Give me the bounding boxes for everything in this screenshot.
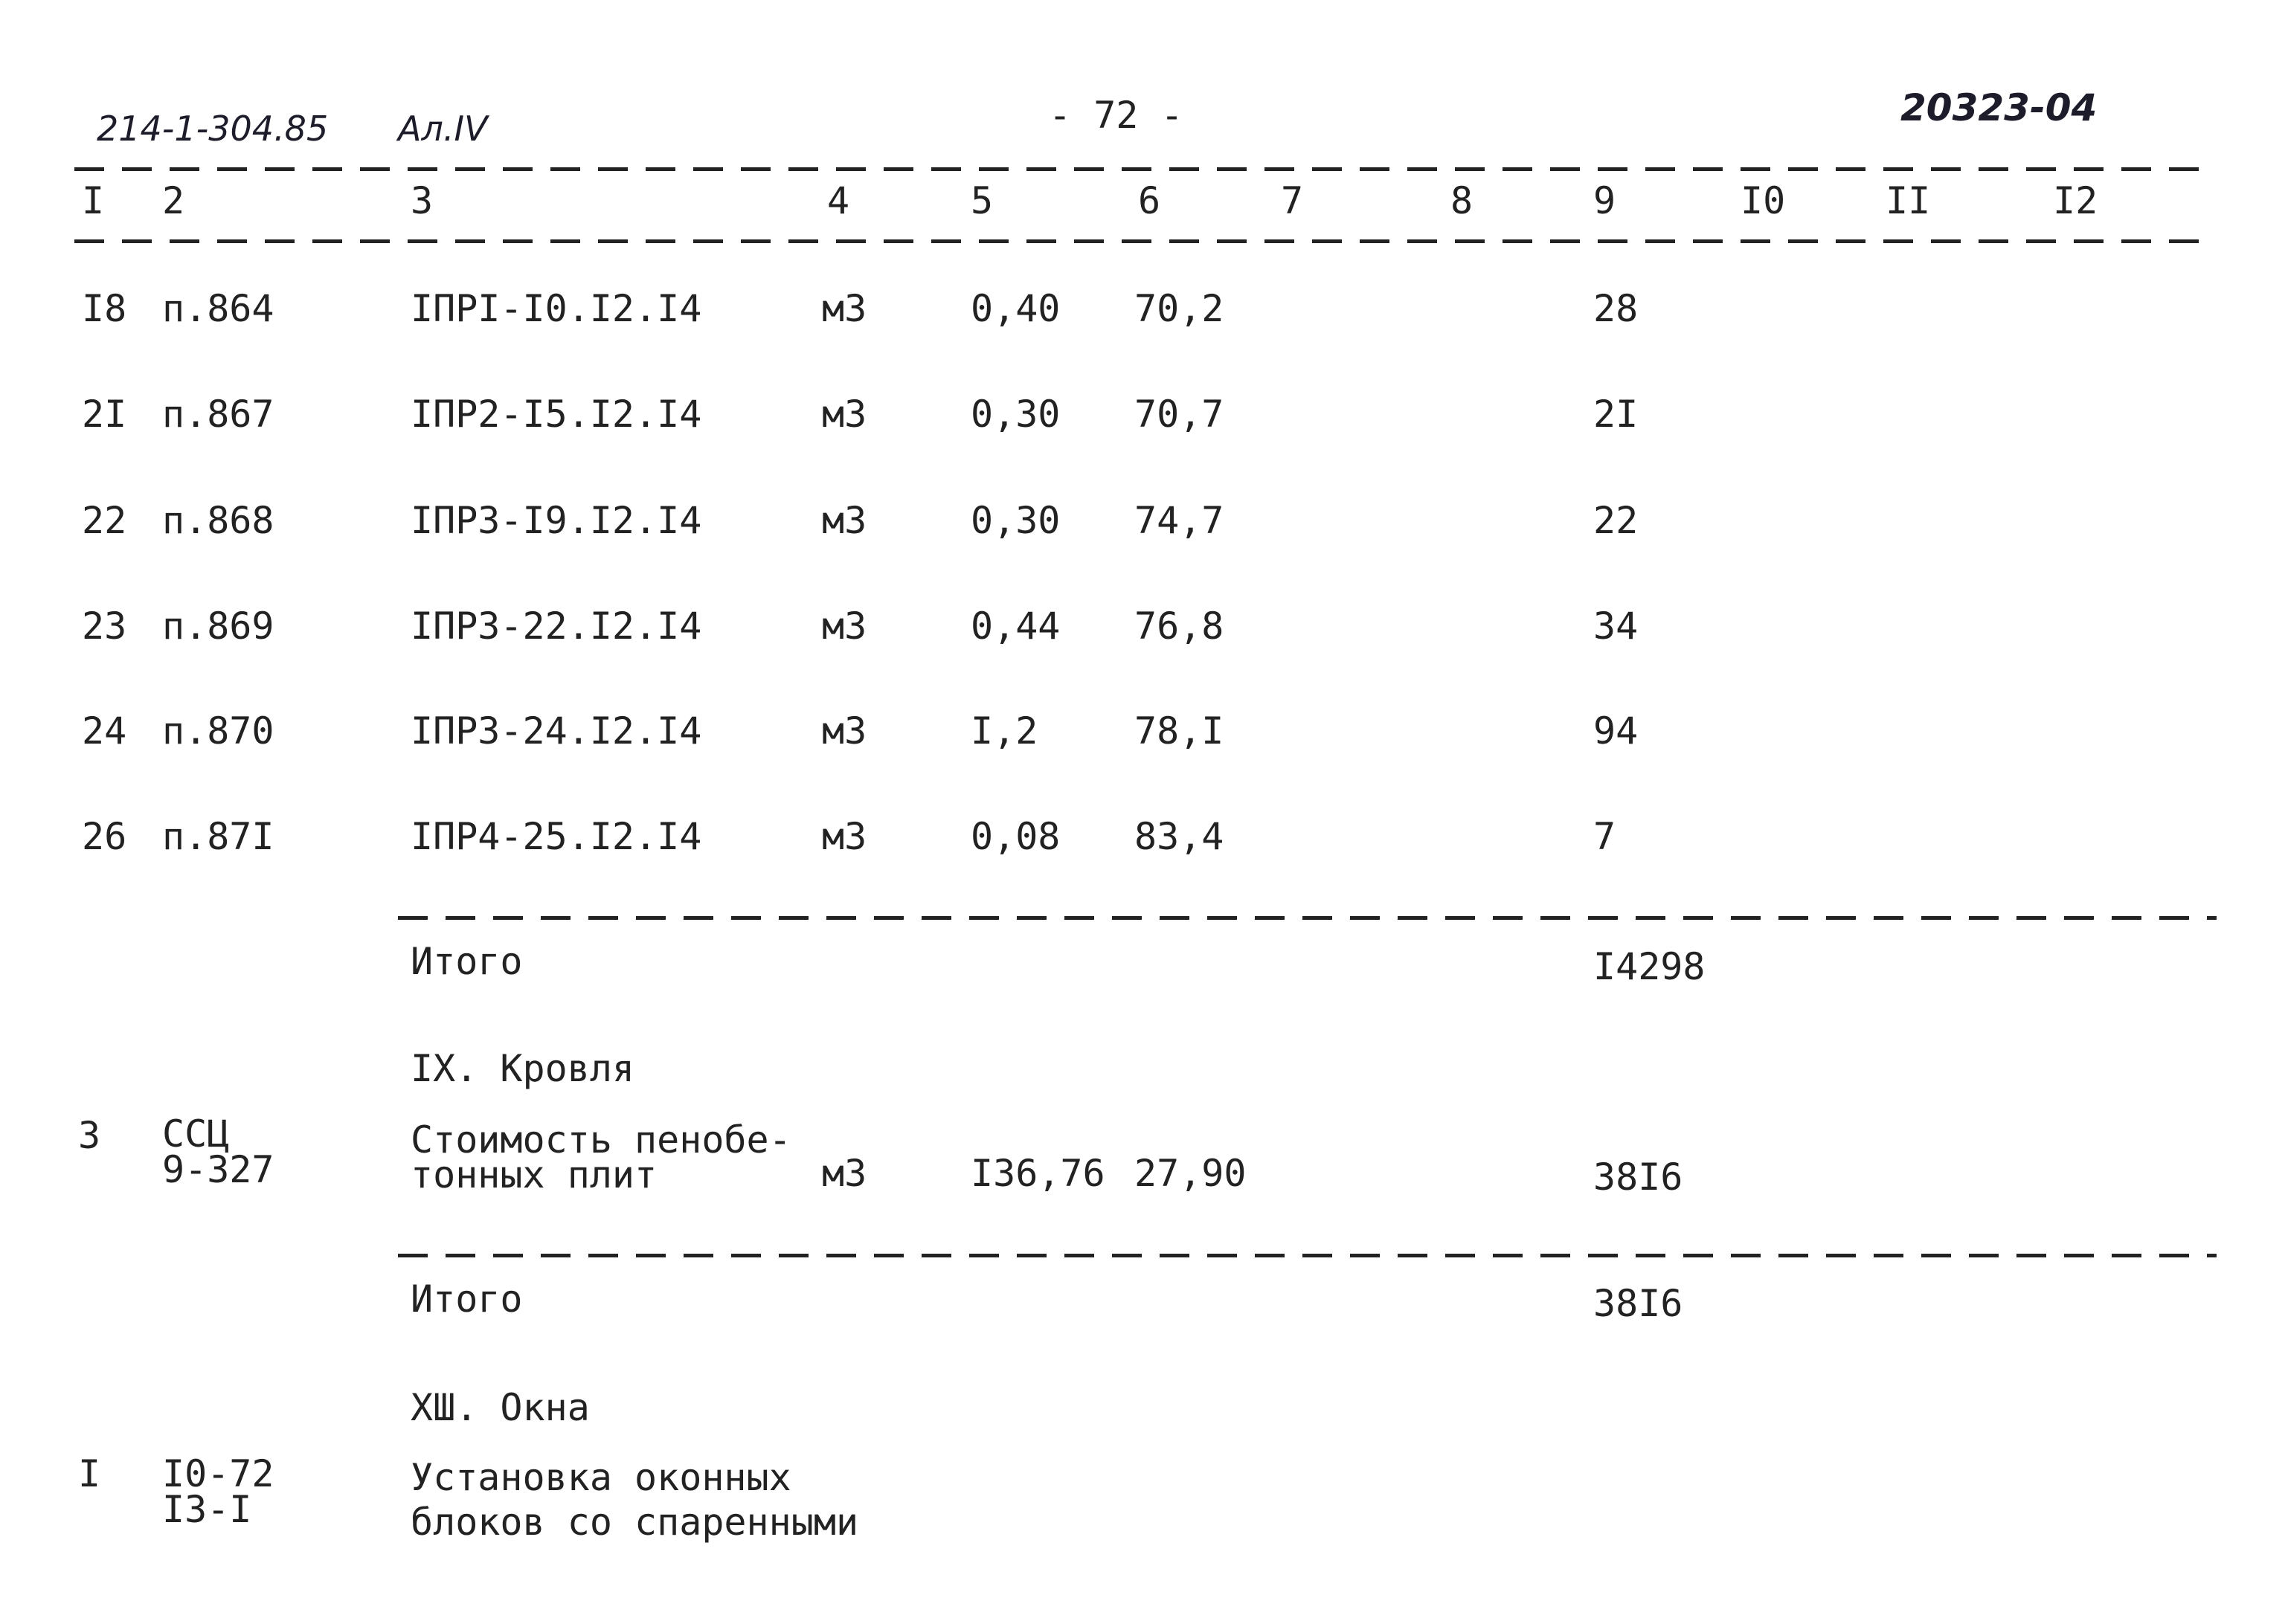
row-name-line1: Установка оконных (411, 1456, 791, 1499)
row-quantity: 0,30 (971, 393, 1061, 436)
doc-code: 214-1-304.85 (97, 109, 329, 149)
subtotal-label: Итого (411, 940, 523, 983)
row-quantity: 0,40 (971, 287, 1061, 330)
row-quantity: 0,44 (971, 605, 1061, 648)
row-total: 7 (1593, 815, 1616, 858)
row-number: I (78, 1452, 101, 1495)
row-price: 70,2 (1134, 287, 1224, 330)
row-total: 2I (1593, 393, 1639, 436)
subtotal-label: Итого (411, 1277, 523, 1321)
subtotal-value: 38I6 (1593, 1282, 1683, 1325)
row-total: 28 (1593, 287, 1639, 330)
row-quantity: 0,08 (971, 815, 1061, 858)
row-price: 76,8 (1134, 605, 1224, 648)
row-unit: м3 (822, 605, 867, 648)
row-name: IПPI-I0.I2.I4 (411, 287, 702, 330)
row-name-line2: блоков со спаренными (411, 1501, 859, 1544)
col-header-10: I0 (1741, 179, 1786, 222)
col-header-7: 7 (1281, 179, 1304, 222)
row-unit: м3 (822, 287, 867, 330)
subtotal-value: I4298 (1593, 945, 1706, 988)
row-quantity: I36,76 (971, 1152, 1105, 1195)
col-header-5: 5 (971, 179, 994, 222)
row-price: 74,7 (1134, 499, 1224, 542)
section-title-roofing: IX. Кровля (411, 1047, 635, 1090)
row-reference: п.864 (162, 287, 274, 330)
row-unit: м3 (822, 1152, 867, 1195)
col-header-11: II (1886, 179, 1931, 222)
row-price: 27,90 (1134, 1152, 1247, 1195)
row-number: 26 (82, 815, 127, 858)
row-total: 38I6 (1593, 1156, 1683, 1199)
row-name: IПP3-24.I2.I4 (411, 709, 702, 753)
section-title-windows: ХШ. Окна (411, 1386, 590, 1429)
row-reference: п.869 (162, 605, 274, 648)
row-price: 70,7 (1134, 393, 1224, 436)
col-header-3: 3 (411, 179, 434, 222)
row-reference: п.87I (162, 815, 274, 858)
row-reference-line1: I0-72 (162, 1452, 274, 1495)
row-total: 22 (1593, 499, 1639, 542)
album-number: Ал.IV (398, 109, 488, 149)
row-quantity: 0,30 (971, 499, 1061, 542)
row-name-line1: Стоимость пенобе- (411, 1118, 791, 1161)
row-unit: м3 (822, 499, 867, 542)
row-number: 24 (82, 709, 127, 753)
row-reference: п.867 (162, 393, 274, 436)
col-header-2: 2 (162, 179, 185, 222)
row-number: 23 (82, 605, 127, 648)
row-name-line2: тонных плит (411, 1153, 658, 1196)
row-reference-line2: 9-327 (162, 1148, 274, 1191)
row-quantity: I,2 (971, 709, 1038, 753)
row-number: 2I (82, 393, 127, 436)
subtotal-divider (398, 916, 2217, 920)
row-name: IПP3-I9.I2.I4 (411, 499, 702, 542)
page-number: - 72 - (1049, 94, 1183, 137)
inventory-number: 20323-04 (1900, 86, 2098, 129)
row-name: IПP2-I5.I2.I4 (411, 393, 702, 436)
row-total: 94 (1593, 709, 1639, 753)
header-bottom-divider (74, 239, 2217, 243)
row-reference: п.868 (162, 499, 274, 542)
row-unit: м3 (822, 815, 867, 858)
col-header-9: 9 (1593, 179, 1616, 222)
row-name: IПP4-25.I2.I4 (411, 815, 702, 858)
row-name: IПP3-22.I2.I4 (411, 605, 702, 648)
row-reference-line2: I3-I (162, 1488, 252, 1531)
row-number: I8 (82, 287, 127, 330)
row-reference: п.870 (162, 709, 274, 753)
col-header-1: I (82, 179, 105, 222)
col-header-4: 4 (827, 179, 850, 222)
row-reference-line1: ССЦ (162, 1112, 230, 1156)
col-header-8: 8 (1450, 179, 1473, 222)
row-number: 22 (82, 499, 127, 542)
row-unit: м3 (822, 709, 867, 753)
header-top-divider (74, 167, 2217, 171)
row-price: 78,I (1134, 709, 1224, 753)
row-total: 34 (1593, 605, 1639, 648)
row-number: 3 (78, 1114, 101, 1157)
row-unit: м3 (822, 393, 867, 436)
col-header-6: 6 (1138, 179, 1161, 222)
col-header-12: I2 (2053, 179, 2098, 222)
subtotal-divider (398, 1254, 2217, 1257)
row-price: 83,4 (1134, 815, 1224, 858)
